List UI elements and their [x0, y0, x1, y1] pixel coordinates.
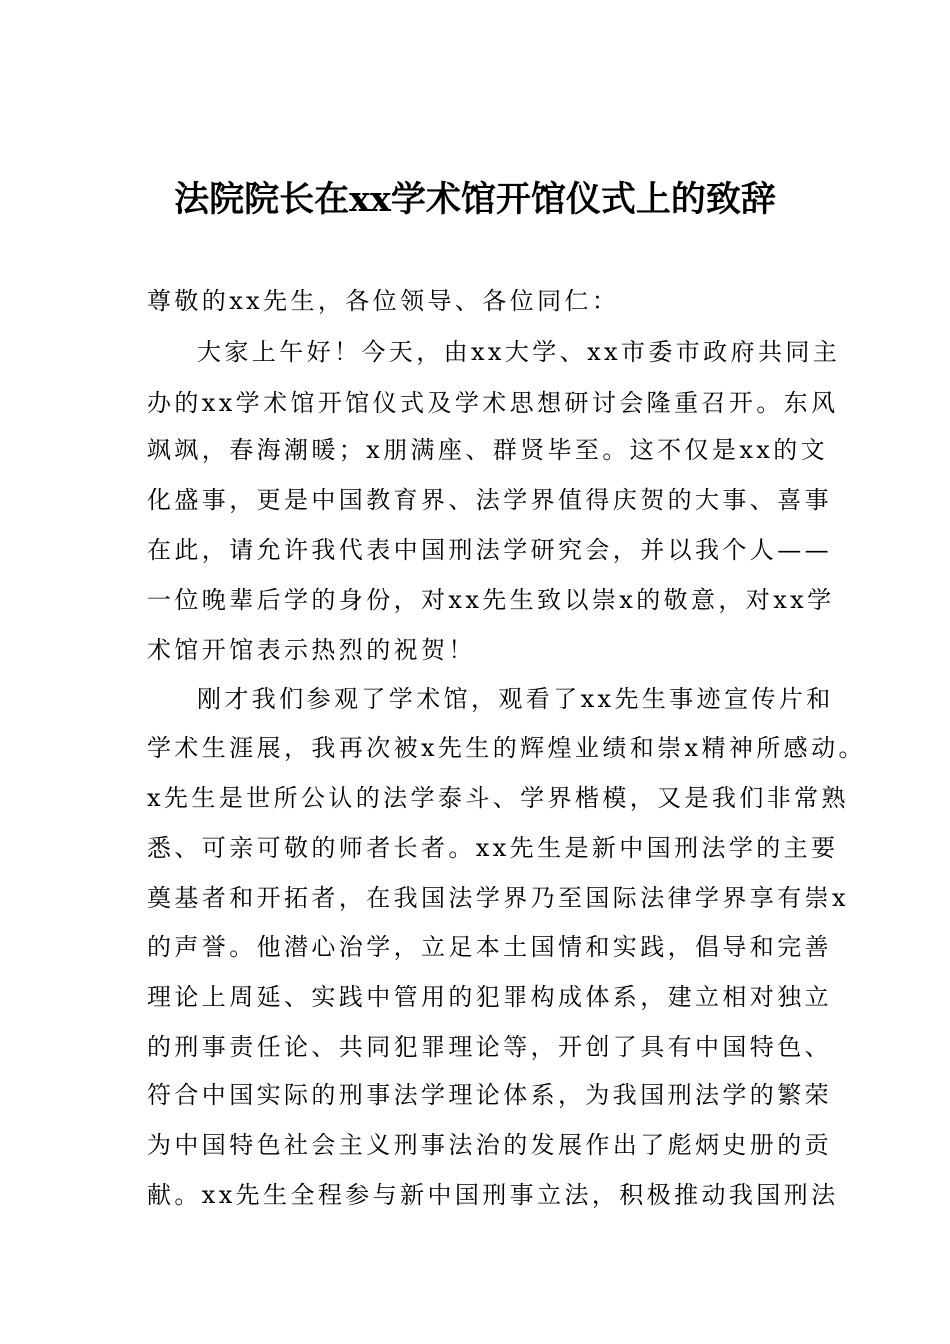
body-line: 理论上周延、实践中管用的犯罪构成体系，建立相对独立 — [147, 983, 832, 1011]
body-line: 飒飒，春海潮暖；x朋满座、群贤毕至。这不仅是xx的文 — [147, 436, 829, 464]
body-line: 化盛事，更是中国教育界、法学界值得庆贺的大事、喜事 — [147, 486, 832, 514]
body-line: 一位晚辈后学的身份，对xx先生致以崇x的敬意，对xx学 — [147, 586, 835, 614]
document-title: 法院院长在xx学术馆开馆仪式上的致辞 — [174, 179, 776, 220]
body-line: 为中国特色社会主义刑事法治的发展作出了彪炳史册的贡 — [147, 1131, 832, 1159]
body-line: x先生是世所公认的法学泰斗、学界楷模，又是我们非常熟 — [147, 784, 849, 812]
body-line: 刚才我们参观了学术馆，观看了xx先生事迹宣传片和 — [197, 685, 834, 713]
body-line: 学术生涯展，我再次被x先生的辉煌业绩和崇x精神所感动。 — [147, 734, 866, 762]
body-line: 的声誉。他潜心治学，立足本土国情和实践，倡导和完善 — [147, 933, 832, 961]
salutation-line: 尊敬的xx先生，各位领导、各位同仁： — [147, 287, 620, 315]
body-line: 符合中国实际的刑事法学理论体系，为我国刑法学的繁荣 — [147, 1081, 832, 1109]
body-line: 奠基者和开拓者，在我国法学界乃至国际法律学界享有崇x — [147, 884, 849, 912]
body-line: 的刑事责任论、共同犯罪理论等，开创了具有中国特色、 — [147, 1033, 832, 1061]
body-line: 悉、可亲可敬的师者长者。xx先生是新中国刑法学的主要 — [147, 834, 839, 862]
body-line: 术馆开馆表示热烈的祝贺！ — [147, 636, 476, 664]
body-line: 办的xx学术馆开馆仪式及学术思想研讨会隆重召开。东风 — [147, 389, 839, 417]
body-line: 献。xx先生全程参与新中国刑事立法，积极推动我国刑法 — [147, 1181, 839, 1209]
body-line: 在此，请允许我代表中国刑法学研究会，并以我个人—— — [147, 536, 832, 564]
body-line: 大家上午好！今天，由xx大学、xx市委市政府共同主 — [197, 338, 841, 366]
